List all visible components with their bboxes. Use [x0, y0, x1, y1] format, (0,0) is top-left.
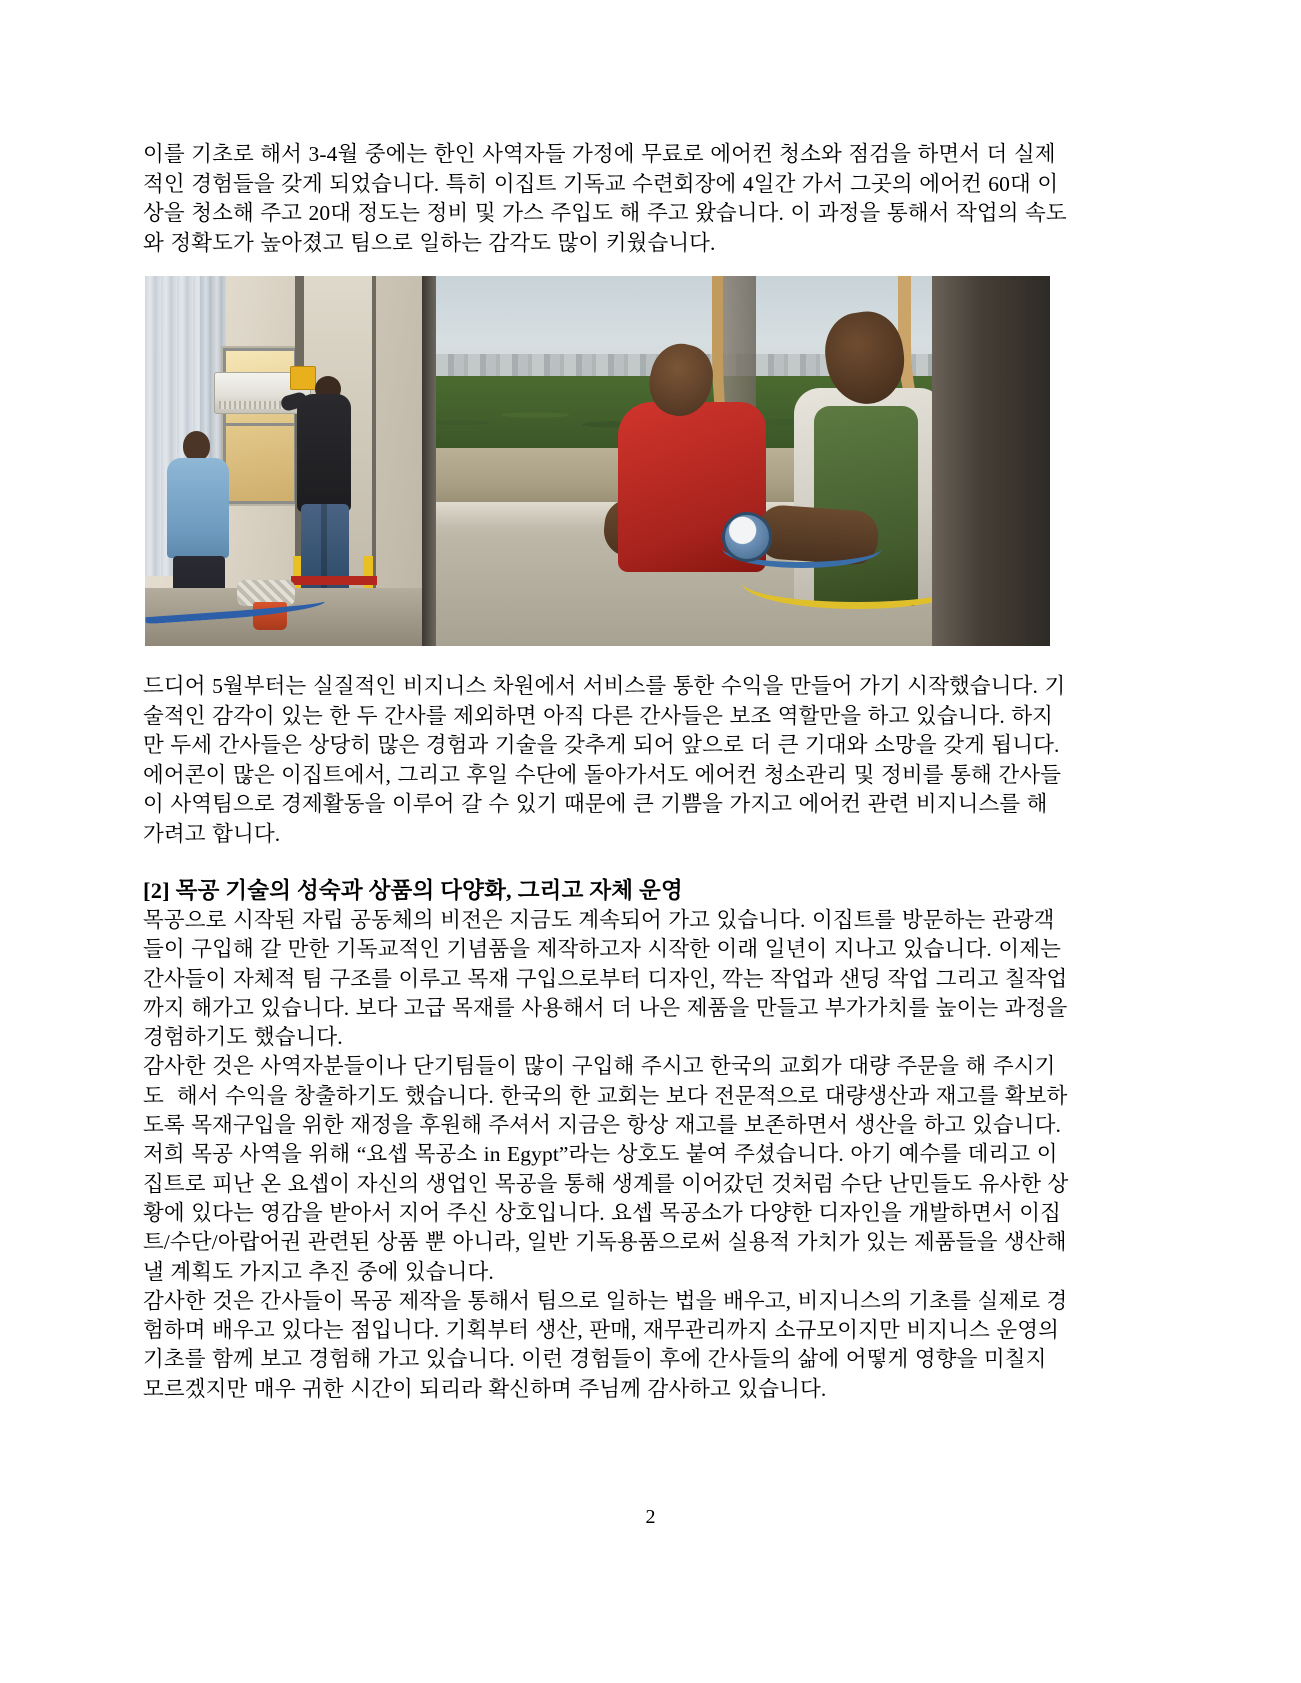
- paragraph-2: 드디어 5월부터는 실질적인 비지니스 차원에서 서비스를 통한 수익을 만들어 가기 시작했습니다. 기술적인 감각이 있는 한 두 간사를 제외하면 아직 다른 간사들은 보조 역할만을 하고 있습니다. 하지만 두세 간사들은 상당히 많은 경험과 기술을 갖추게 되어 앞으로 더 큰 기대와 소망을 갖게 됩니다. 에어콘이 많은 이집트에서, 그리고 후일 수단에 돌아가서도 에어컨 청소관리 및 정비를 통해 간사들이 사역팀으로 경제활동을 이루어 갈 수 있기 때문에 큰 기쁨을 가지고 에어컨 관련 비지니스를 해 가려고 합니다.: [143, 674, 1066, 846]
- paragraph-1: 이를 기초로 해서 3-4월 중에는 한인 사역자들 가정에 무료로 에어컨 청소와 점검을 하면서 더 실제적인 경험들을 갖게 되었습니다. 특히 이집트 기독교 수련회장에 4일간 가서 그곳의 에어컨 60대 이상을 청소해 주고 20대 정도는 정비 및 가스 주입도 해 주고 왔습니다. 이 과정을 통해서 작업의 속도와 정확도가 높아졌고 팀으로 일하는 감각도 많이 키웠습니다.: [143, 142, 1067, 255]
- observer-torso: [167, 458, 229, 558]
- page-content: [143, 140, 1073, 1404]
- right-wall-edge: [932, 276, 1050, 646]
- photo-aircon-cleaning-indoor: [145, 276, 422, 646]
- photo-strip: [145, 276, 1050, 646]
- left-wall-edge: [422, 276, 436, 646]
- paragraph-3: 목공으로 시작된 자립 공동체의 비전은 지금도 계속되어 가고 있습니다. 이집트를 방문하는 관광객들이 구입해 갈 만한 기독교적인 기념품을 제작하고자 시작한 이래 일년이 지나고 있습니다. 이제는 간사들이 자체적 팀 구조를 이루고 목재 구입으로부터 디자인, 깍는 작업과 샌딩 작업 그리고 칠작업까지 해가고 있습니다. 보다 고급 목재를 사용해서 더 나은 제품을 만들고 부가가치를 높이는 과정을 경험하기도 했습니다.: [143, 908, 1074, 1050]
- yellow-tool-box: [290, 366, 316, 390]
- observer-head: [183, 431, 210, 461]
- spacer-before-heading: [143, 849, 1073, 875]
- photo-gas-charging-outdoor: [422, 276, 1050, 646]
- section-heading-2: [2] 목공 기술의 성숙과 상품의 다양화, 그리고 자체 운영: [143, 878, 683, 903]
- manifold-gauge: [722, 512, 772, 562]
- worker-torso: [297, 394, 351, 512]
- page-number: 2: [645, 1506, 656, 1528]
- ladder-red-band: [291, 576, 377, 585]
- paragraph-5: 감사한 것은 간사들이 목공 제작을 통해서 팀으로 일하는 법을 배우고, 비지니스의 기초를 실제로 경험하며 배우고 있다는 점입니다. 기획부터 생산, 판매, 재무관리까지 소규모이지만 비지니스 운영의 기초를 함께 보고 경험해 가고 있습니다. 이런 경험들이 후에 간사들의 삶에 어떻게 영향을 미칠지 모르겠지만 매우 귀한 시간이 되리라 확신하며 주님께 감사하고 있습니다.: [143, 1288, 1068, 1401]
- spacer-after-photos: [143, 646, 1073, 672]
- paragraph-4: 감사한 것은 사역자분들이나 단기팀들이 많이 구입해 주시고 한국의 교회가 대량 주문을 해 주시기도 해서 수익을 창출하기도 했습니다. 한국의 한 교회는 보다 전문적으로 대량생산과 재고를 확보하도록 목재구입을 위한 재정을 후원해 주셔서 지금은 항상 재고를 보존하면서 생산을 하고 있습니다. 저희 목공 사역을 위해 “요셉 목공소 in Egypt”라는 상호도 붙여 주셨습니다. 아기 예수를 데리고 이집트로 피난 온 요셉이 자신의 생업인 목공을 통해 생계를 이어갔던 것처럼 수단 난민들도 유사한 상황에 있다는 영감을 받아서 지어 주신 상호입니다. 요셉 목공소가 다양한 디자인을 개발하면서 이집트/수단/아랍어권 관련된 상품 뿐 아니라, 일반 기독용품으로써 실용적 가치가 있는 제품들을 생산해 낼 계획도 가지고 추진 중에 있습니다.: [143, 1054, 1074, 1284]
